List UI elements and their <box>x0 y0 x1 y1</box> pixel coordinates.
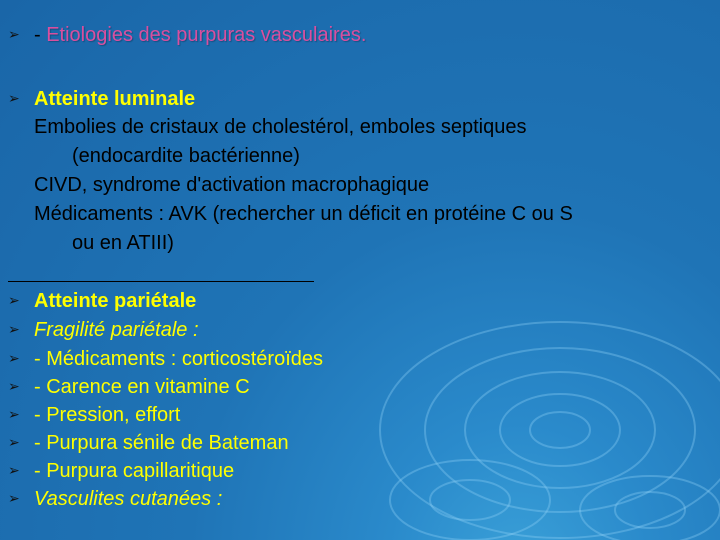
slide-title-row <box>8 20 366 49</box>
section-parietal-heading: Atteinte pariétale <box>34 290 197 312</box>
list-item <box>8 456 234 485</box>
separator-line <box>8 281 314 282</box>
bullet-arrow-icon: ➢ <box>8 406 20 422</box>
section-luminal-heading: Atteinte luminale <box>34 88 196 110</box>
vasculites-heading: Vasculites cutanées : <box>34 488 223 510</box>
luminal-line: Embolies de cristaux de cholestérol, emboles septiques <box>34 116 527 138</box>
bullet-arrow-icon: ➢ <box>8 434 20 450</box>
bullet-arrow-icon: ➢ <box>8 292 20 308</box>
luminal-line: ou en ATIII) <box>72 232 174 254</box>
bullet-arrow-icon: ➢ <box>8 378 20 394</box>
bullet-arrow-icon: ➢ <box>8 26 20 42</box>
luminal-line: (endocardite bactérienne) <box>72 145 300 167</box>
list-item <box>8 484 222 513</box>
list-item-text: - Carence en vitamine C <box>34 376 250 398</box>
bullet-arrow-icon: ➢ <box>8 90 20 106</box>
bullet-arrow-icon: ➢ <box>8 321 20 337</box>
list-item-text: - Pression, effort <box>34 404 181 426</box>
luminal-line: CIVD, syndrome d'activation macrophagique <box>34 174 430 196</box>
section-parietal-heading-row <box>8 286 196 315</box>
list-item-text: - Purpura capillaritique <box>34 460 235 482</box>
list-item-text: - Médicaments : corticostéroïdes <box>34 348 323 370</box>
bullet-arrow-icon: ➢ <box>8 490 20 506</box>
bullet-arrow-icon: ➢ <box>8 462 20 478</box>
title-prefix: - <box>34 24 47 46</box>
list-item <box>8 400 180 429</box>
list-item-text: - Purpura sénile de Bateman <box>34 432 289 454</box>
bullet-arrow-icon: ➢ <box>8 350 20 366</box>
parietal-subheading-row <box>8 315 199 344</box>
list-item <box>8 428 289 457</box>
parietal-subheading: Fragilité pariétale : <box>34 319 199 341</box>
slide-title: Etiologies des purpuras vasculaires. <box>46 24 367 46</box>
list-item <box>8 344 323 373</box>
list-item <box>8 372 250 401</box>
section-luminal-heading-row <box>8 84 195 113</box>
luminal-line: Médicaments : AVK (rechercher un déficit en protéine C ou S <box>34 203 573 225</box>
